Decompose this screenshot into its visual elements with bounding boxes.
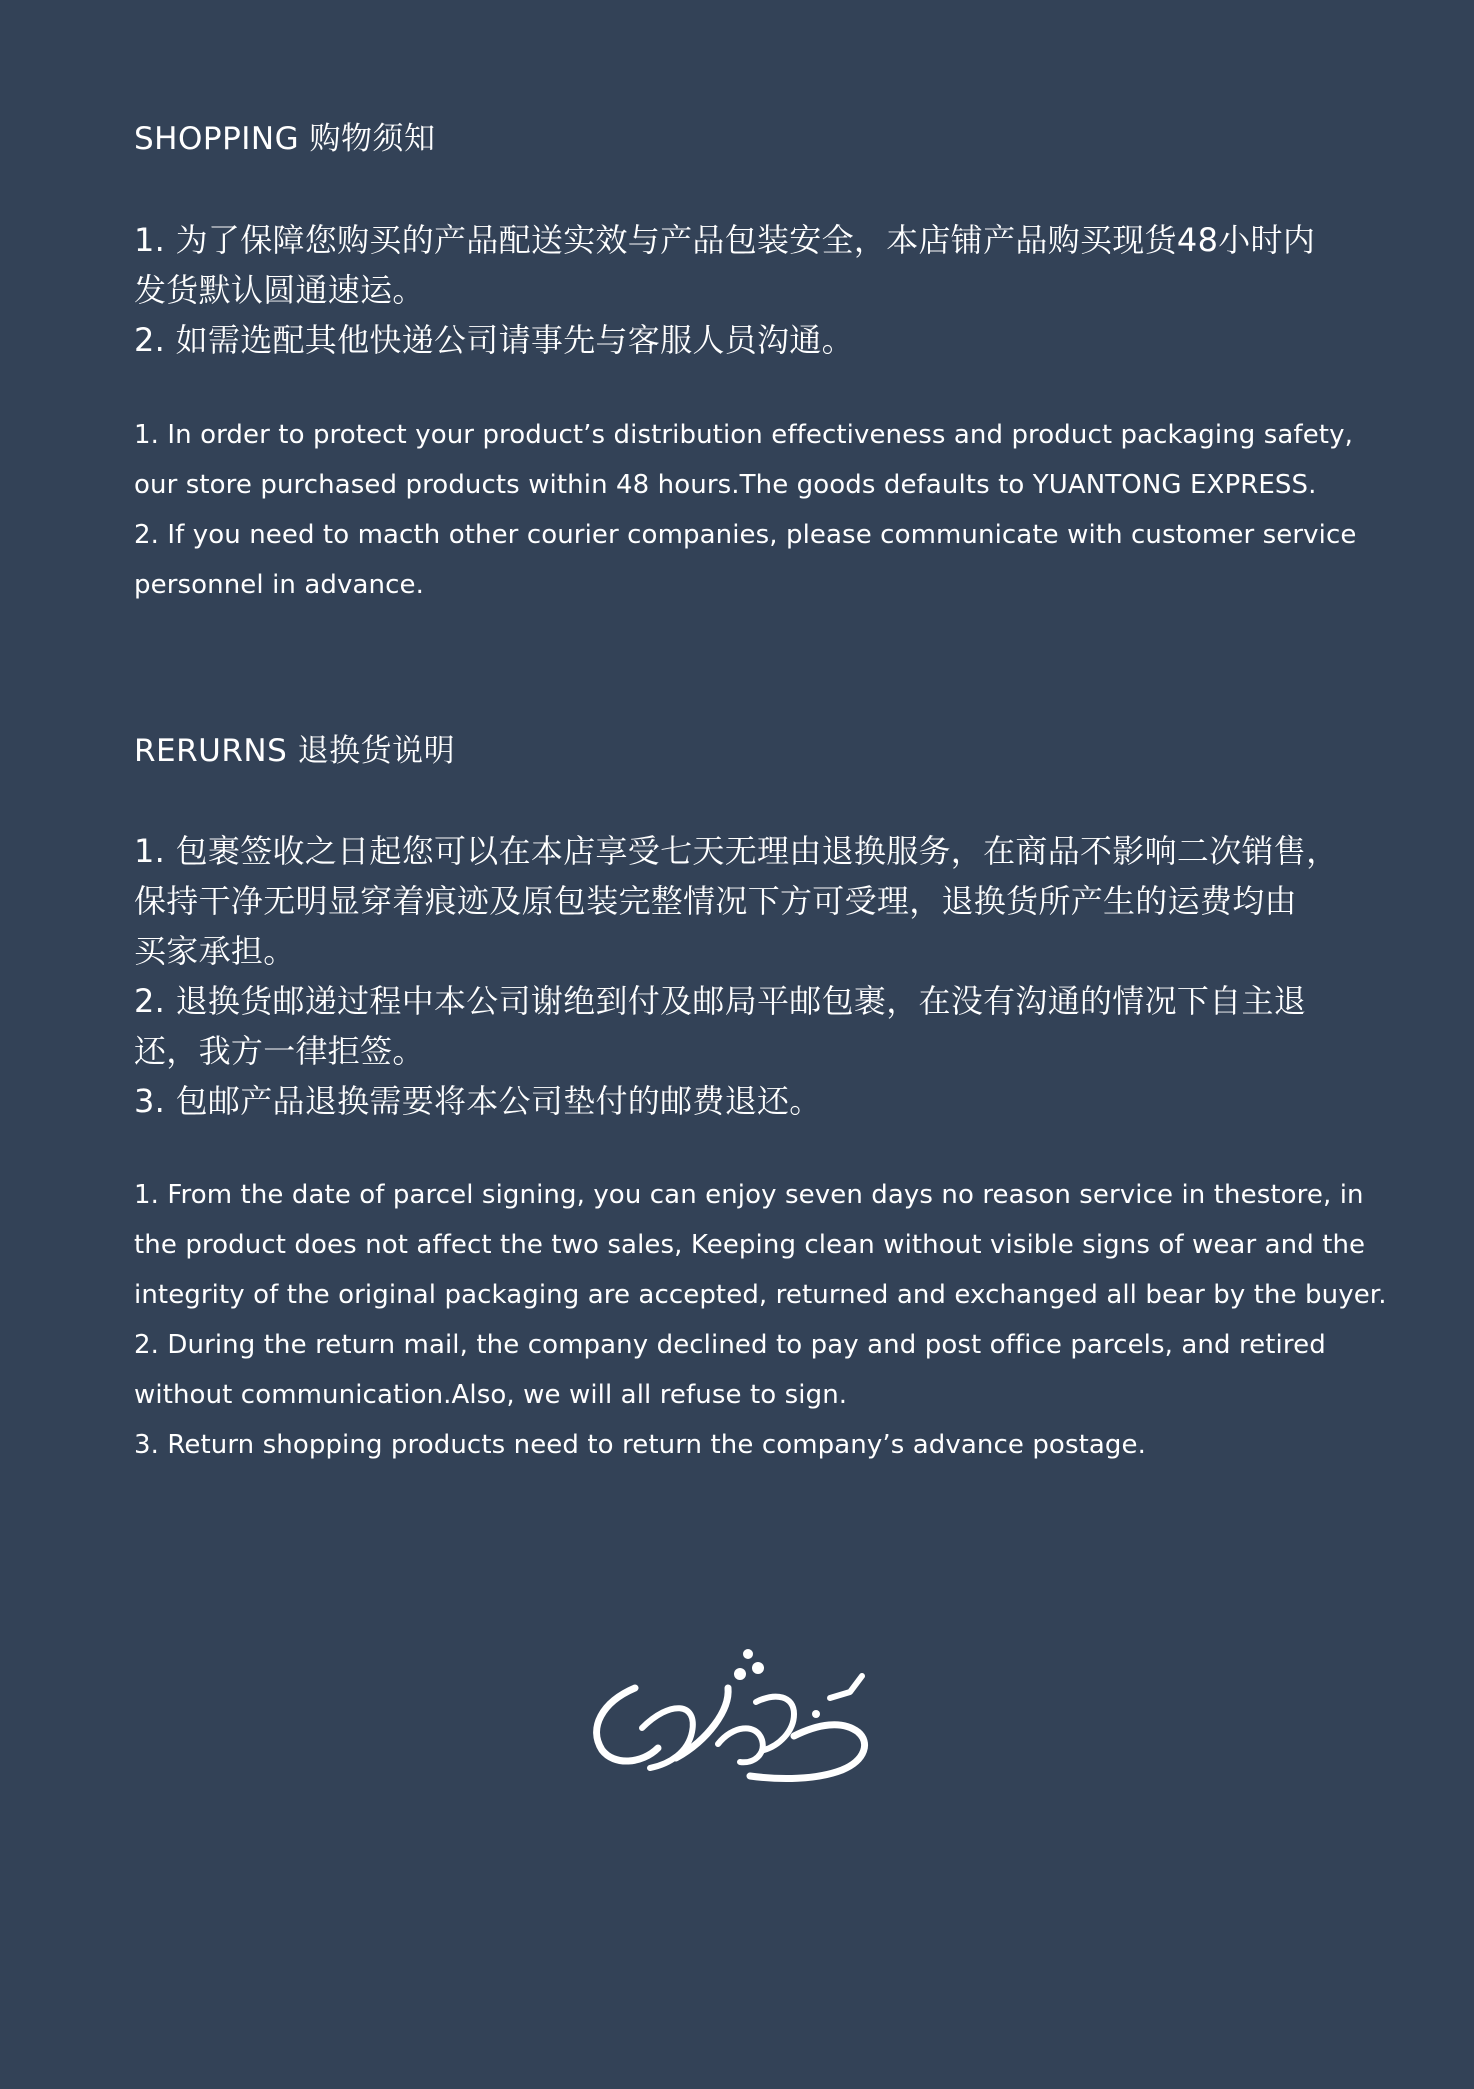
shopping-cn-text [134, 215, 1354, 365]
returns-en-line: 2. During the return mail, the company declined to pay and post office parcels, and retired [134, 1330, 1326, 1360]
returns-cn-line: 还，我方一律拒签。 [134, 1032, 425, 1070]
returns-heading: RERURNS 退换货说明 [134, 733, 456, 769]
returns-cn-line: 买家承担。 [134, 932, 296, 970]
shopping-en-line: 2. If you need to macth other courier companies, please communicate with customer service [134, 520, 1357, 550]
shopping-cn-line: 2. 如需选配其他快递公司请事先与客服人员沟通。 [134, 321, 854, 359]
shopping-en-line: our store purchased products within 48 hours.The goods defaults to YUANTONG EXPRESS. [134, 470, 1317, 500]
returns-cn-line: 保持干净无明显穿着痕迹及原包装完整情况下方可受理，退换货所产生的运费均由 [134, 882, 1297, 920]
shopping-en-line: personnel in advance. [134, 570, 424, 600]
returns-en-line: 3. Return shopping products need to return the company’s advance postage. [134, 1430, 1146, 1460]
shopping-cn-line: 1. 为了保障您购买的产品配送实效与产品包装安全，本店铺产品购买现货48小时内 [134, 221, 1316, 259]
shopping-cn-line: 发货默认圆通速运。 [134, 271, 425, 309]
shopping-en-text [134, 410, 1357, 610]
returns-cn-line: 3. 包邮产品退换需要将本公司垫付的邮费退还。 [134, 1082, 822, 1120]
returns-en-line: without communication.Also, we will all refuse to sign. [134, 1380, 848, 1410]
returns-en-line: integrity of the original packaging are accepted, returned and exchanged all bear by the buyer. [134, 1280, 1387, 1310]
returns-en-line: the product does not affect the two sales, Keeping clean without visible signs of wear and the [134, 1230, 1366, 1260]
returns-cn-line: 2. 退换货邮递过程中本公司谢绝到付及邮局平邮包裹，在没有沟通的情况下自主退 [134, 982, 1307, 1020]
returns-en-text [134, 1170, 1387, 1470]
returns-cn-line: 1. 包裹签收之日起您可以在本店享受七天无理由退换服务，在商品不影响二次销售， [134, 832, 1339, 870]
shopping-en-line: 1. In order to protect your product’s distribution effectiveness and product packaging safety, [134, 420, 1353, 450]
shopping-heading: SHOPPING 购物须知 [134, 121, 436, 157]
arabic-calligraphy-logo-icon [580, 1640, 900, 1790]
returns-en-line: 1. From the date of parcel signing, you can enjoy seven days no reason service in thestore, in [134, 1180, 1364, 1210]
returns-cn-text [134, 826, 1354, 1126]
